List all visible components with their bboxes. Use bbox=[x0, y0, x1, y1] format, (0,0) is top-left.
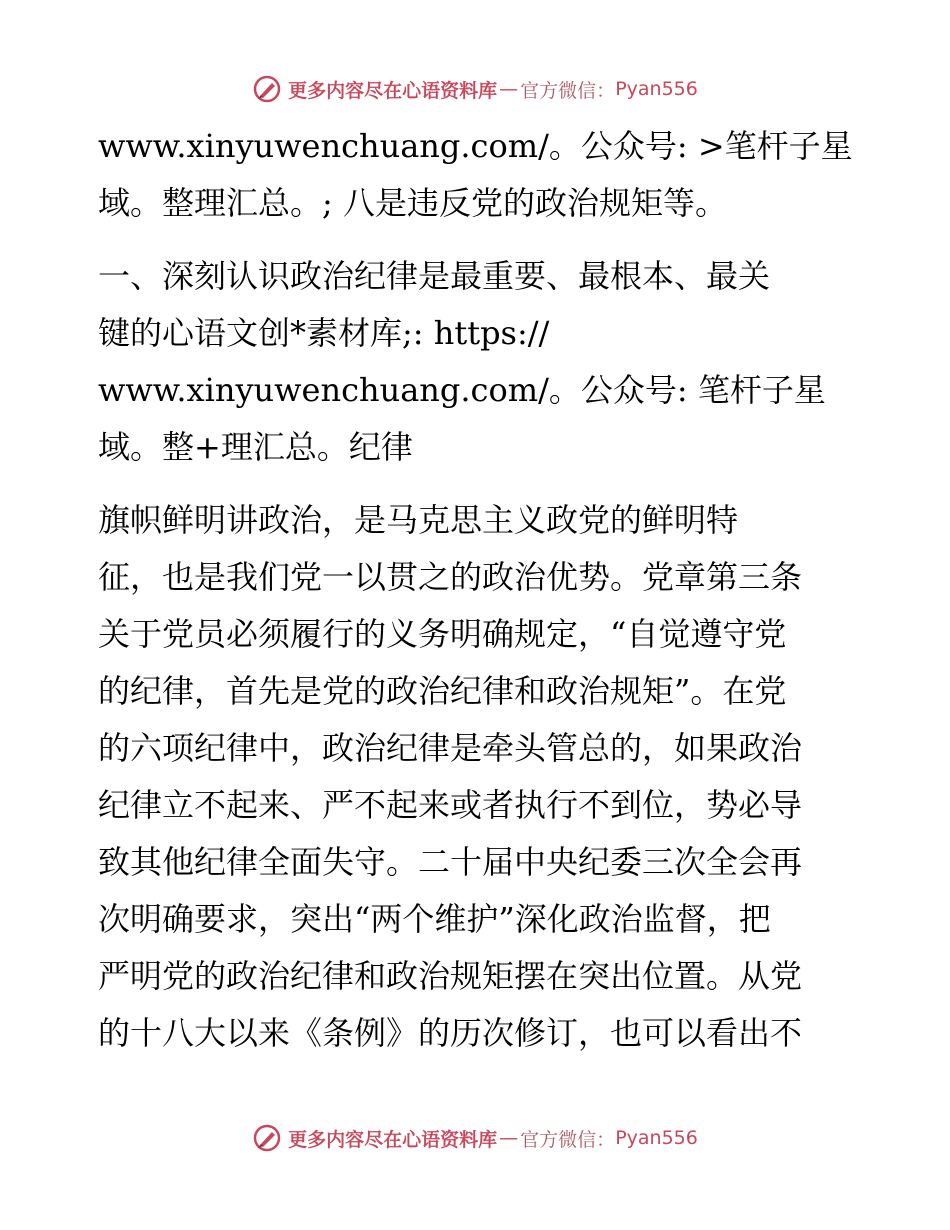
footer-dash: — bbox=[499, 1127, 519, 1149]
footer-text: 更多内容尽在心语资料库 bbox=[288, 1128, 498, 1151]
footer-wechat-label: 官方微信： bbox=[520, 1128, 616, 1151]
paragraph-2 bbox=[98, 248, 858, 476]
text-line: 的纪律，首先是党的政治纪律和政治规矩”。在党 bbox=[98, 672, 787, 710]
text-line: 的六项纪律中，政治纪律是牵头管总的，如果政治 bbox=[98, 729, 803, 767]
text-line: 域。整+理汇总。纪律 bbox=[98, 428, 413, 466]
document-body bbox=[98, 118, 858, 1062]
brush-logo-icon bbox=[252, 1123, 282, 1153]
text-line: 严明党的政治纪律和政治规矩摆在突出位置。从党 bbox=[98, 957, 803, 995]
text-line: 域。整理汇总。; 八是违反党的政治规矩等。 bbox=[98, 184, 727, 222]
footer-wechat-id: Pyan556 bbox=[615, 1127, 698, 1149]
header-wechat-id: Pyan556 bbox=[615, 78, 698, 100]
text-line: 征，也是我们党一以贯之的政治优势。党章第三条 bbox=[98, 558, 803, 596]
text-line: 旗帜鲜明讲政治，是马克思主义政党的鲜明特 bbox=[98, 501, 739, 539]
paragraph-1 bbox=[98, 118, 858, 232]
header-dash: — bbox=[499, 78, 519, 100]
text-line: 的十八大以来《条例》的历次修订，也可以看出不 bbox=[98, 1014, 803, 1052]
text-line: 纪律立不起来、严不起来或者执行不到位，势必导 bbox=[98, 786, 803, 824]
text-line: 次明确要求，突出“两个维护”深化政治监督，把 bbox=[98, 900, 771, 938]
header-wechat-label: 官方微信： bbox=[520, 79, 616, 102]
text-line: 一、深刻认识政治纪律是最重要、最根本、最关 bbox=[98, 257, 771, 295]
header-text: 更多内容尽在心语资料库 bbox=[288, 79, 498, 102]
text-line: 键的心语文创*素材库;: https:// bbox=[98, 314, 550, 352]
text-line: 致其他纪律全面失守。二十届中央纪委三次全会再 bbox=[98, 843, 803, 881]
text-line: 关于党员必须履行的义务明确规定，“自觉遵守党 bbox=[98, 615, 787, 653]
text-line: www.xinyuwenchuang.com/。公众号: 笔杆子星 bbox=[98, 371, 826, 409]
header-banner bbox=[0, 74, 950, 104]
brush-logo-icon bbox=[252, 74, 282, 104]
paragraph-3 bbox=[98, 492, 858, 1062]
text-line: www.xinyuwenchuang.com/。公众号: >笔杆子星 bbox=[98, 127, 853, 165]
footer-banner bbox=[0, 1123, 950, 1153]
